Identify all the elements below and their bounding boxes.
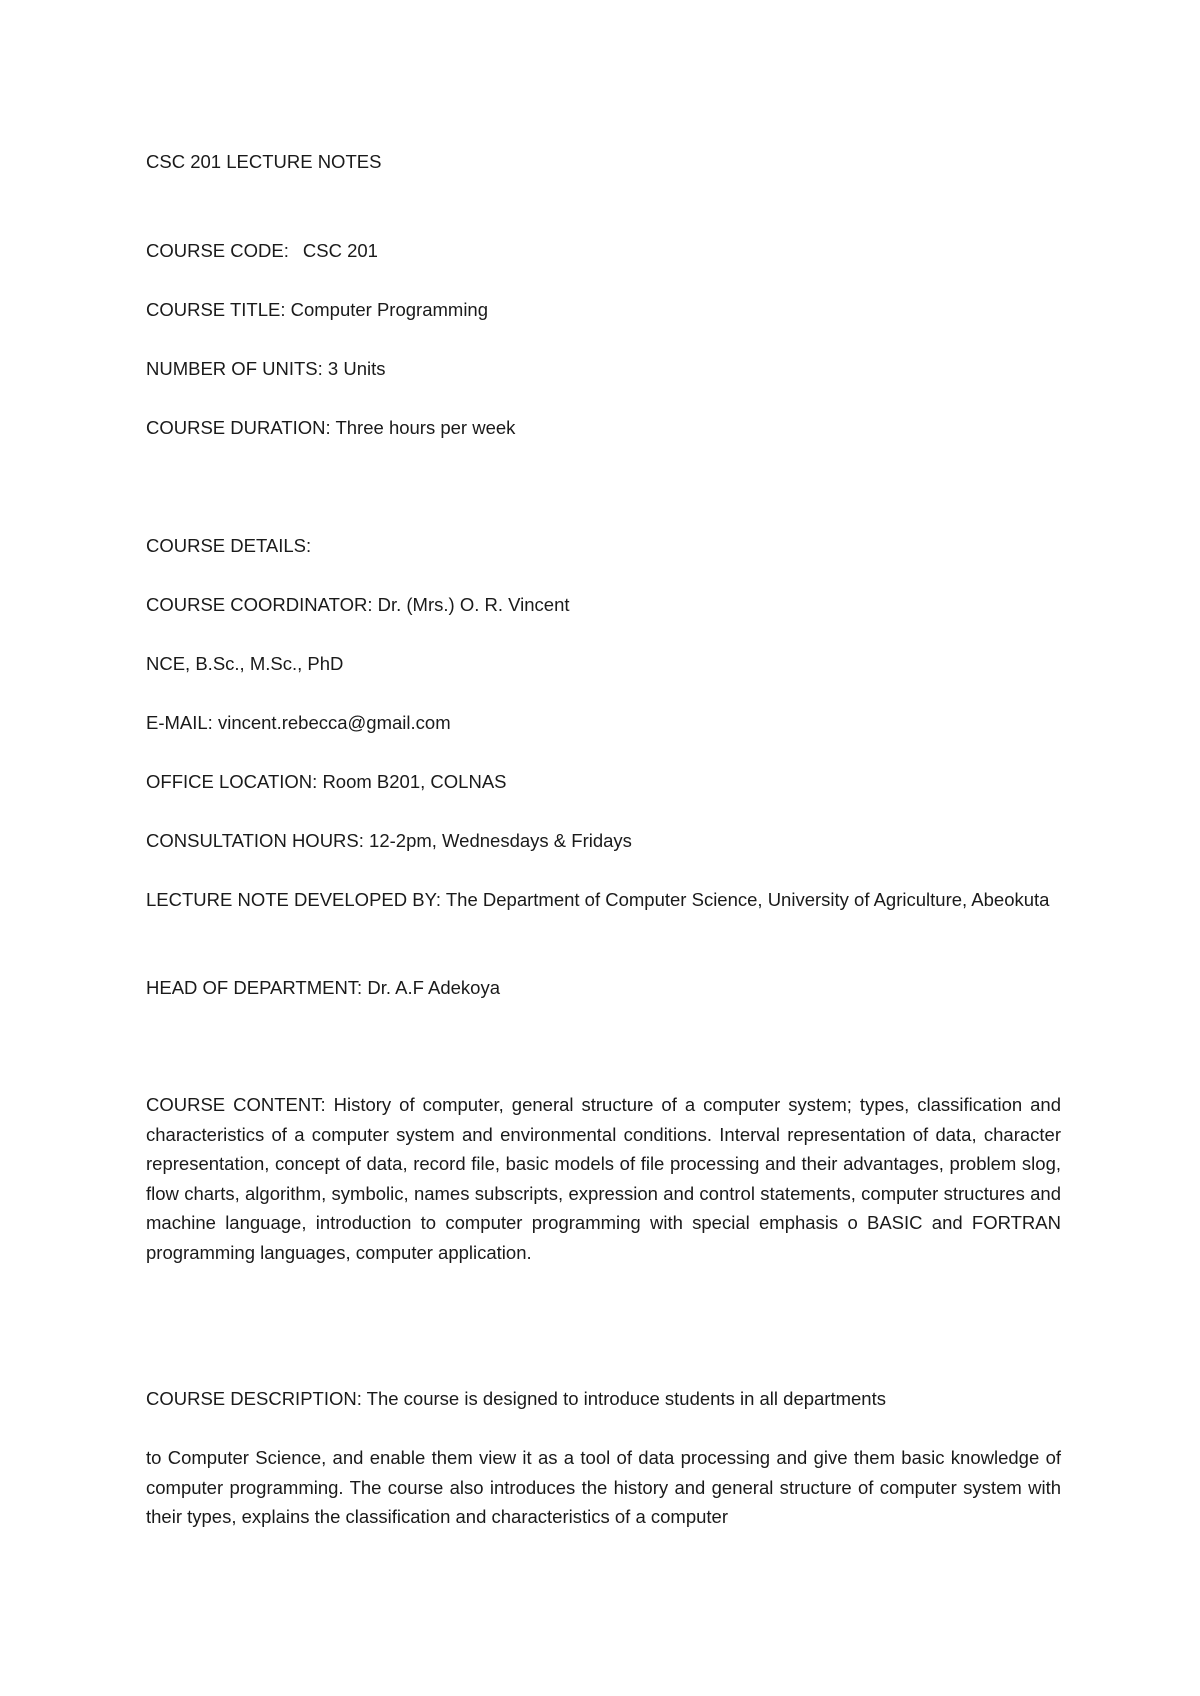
course-code-value: CSC 201 <box>302 240 378 261</box>
course-description-body: to Computer Science, and enable them view it as a tool of data processing and give them basic knowledge of computer programming. The course also introduces the history and general structure of computer system with their types, explains the classification and characteristics of a computer <box>146 1447 1061 1527</box>
course-code <box>146 236 1061 266</box>
course-description-intro: COURSE DESCRIPTION: The course is designed to introduce students in all departments <box>146 1388 886 1409</box>
course-content: COURSE CONTENT: History of computer, general structure of a computer system; types, classification and characteristics of a computer system and environmental conditions. Interval representation of data, character representation, concept of data, record file, basic models of file processing and their advantages, problem slog, flow charts, algorithm, symbolic, names subscripts, expression and control statements, computer structures and machine language, introduction to computer programming with special emphasis o BASIC and FORTRAN programming languages, computer application. <box>146 1094 1061 1263</box>
course-code-label: COURSE CODE: <box>146 240 289 261</box>
head-of-department: HEAD OF DEPARTMENT: Dr. A.F Adekoya <box>146 977 500 998</box>
course-title: COURSE TITLE: Computer Programming <box>146 299 489 320</box>
consultation-hours: CONSULTATION HOURS: 12-2pm, Wednesdays & Fridays <box>146 830 632 851</box>
course-details-heading: COURSE DETAILS: <box>146 535 312 556</box>
course-coordinator: COURSE COORDINATOR: Dr. (Mrs.) O. R. Vincent <box>146 594 570 615</box>
qualifications: NCE, B.Sc., M.Sc., PhD <box>146 653 344 674</box>
office-location: OFFICE LOCATION: Room B201, COLNAS <box>146 771 507 792</box>
number-of-units: NUMBER OF UNITS: 3 Units <box>146 358 386 379</box>
course-duration: COURSE DURATION: Three hours per week <box>146 417 516 438</box>
developed-by: LECTURE NOTE DEVELOPED BY: The Department of Computer Science, University of Agriculture, Abeokuta <box>146 889 1050 910</box>
email-line: E-MAIL: vincent.rebecca@gmail.com <box>146 712 451 733</box>
document-title: CSC 201 LECTURE NOTES <box>146 151 382 172</box>
